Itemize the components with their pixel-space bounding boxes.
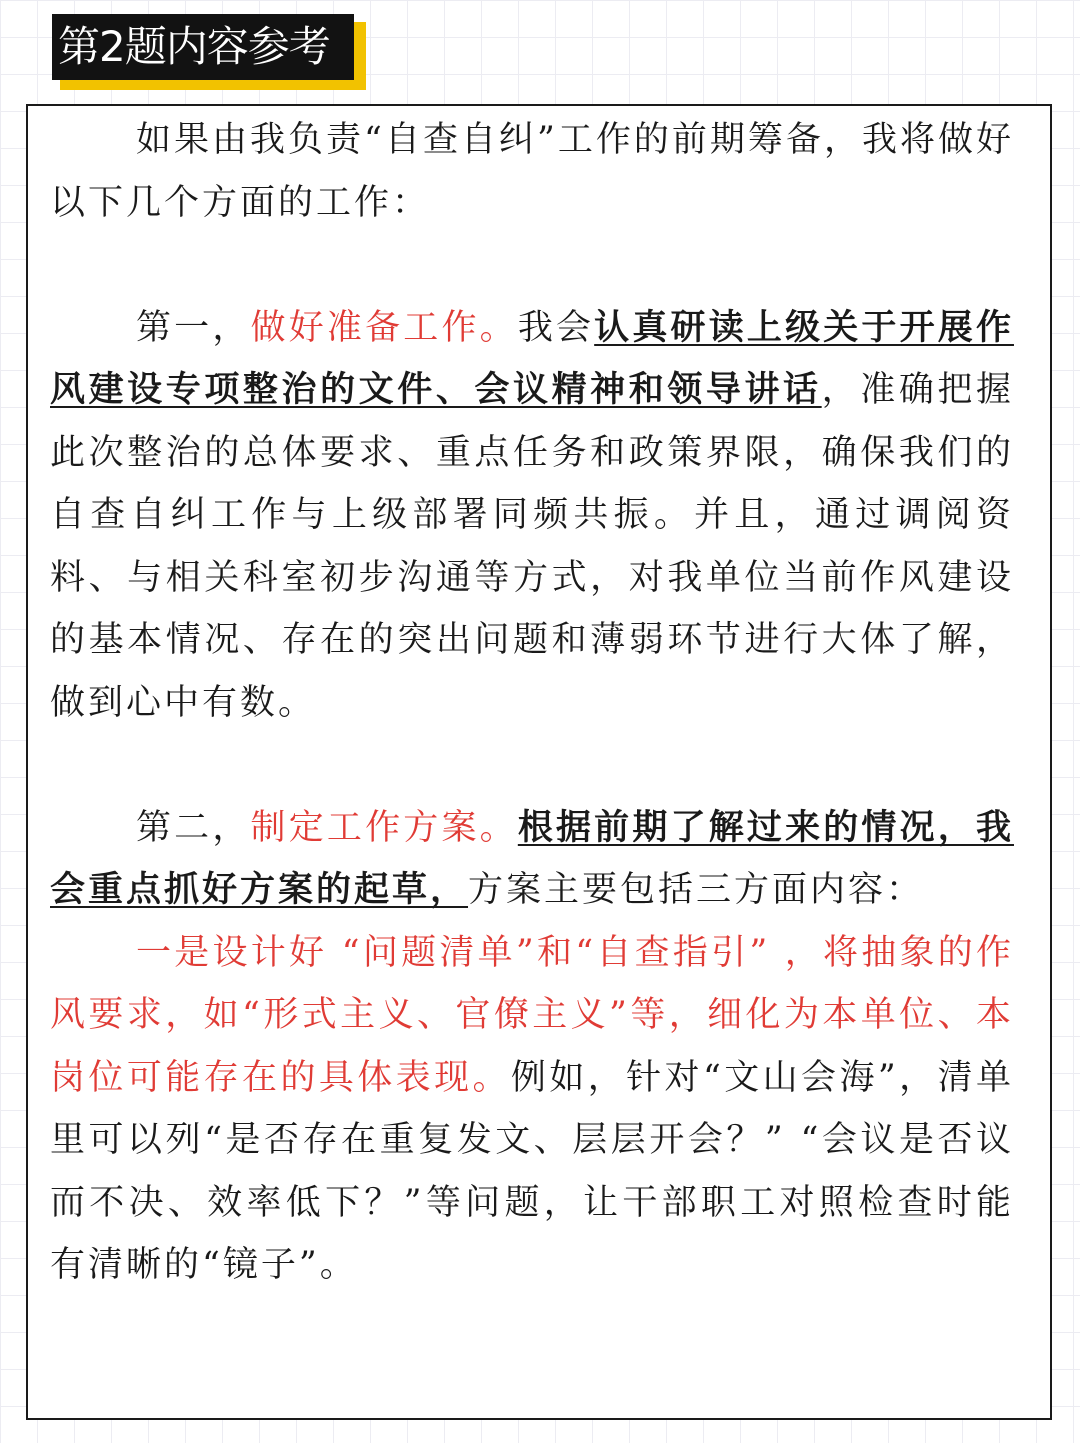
item-one-rest: 例如，针对“文山会海”，清单里可以列“是否存在重复发文、层层开会？” “会议是否议而不决、效率低下？”等问题，让干部职工对照检查时能有清晰的“镜子”。 <box>50 1057 1014 1285</box>
paragraph-gap <box>50 234 1014 297</box>
point-two-heading: 制定工作方案。 <box>250 807 518 848</box>
intro-paragraph: 如果由我负责“自查自纠”工作的前期筹备，我将做好以下几个方面的工作： <box>50 120 1014 223</box>
point-two-lead: 第二， <box>136 807 251 848</box>
section-title: 第2题内容参考 <box>52 14 354 80</box>
point-two-paragraph <box>50 797 1014 922</box>
point-one-heading: 做好准备工作。 <box>250 307 518 348</box>
point-one-underlined: 认真研读上级关于开展作风建设专项整治的文件、会议精神和领导讲话 <box>50 306 1014 410</box>
point-two-rest: 方案主要包括三方面内容： <box>468 870 925 910</box>
item-one-paragraph <box>50 922 1014 1297</box>
point-one-pre: 我会 <box>517 307 595 348</box>
point-two-underlined: 根据前期了解过来的情况，我会重点抓好方案的起草， <box>50 806 1014 910</box>
document-body <box>50 109 1014 1297</box>
point-one-rest: ，准确把握此次整治的总体要求、重点任务和政策界限，确保我们的自查自纠工作与上级部署同频共振。并且，通过调阅资料、与相关科室初步沟通等方式，对我单位当前作风建设的基本情况、存在的突出问题和薄弱环节进行大体了解，做到心中有数。 <box>50 370 1014 723</box>
point-one-paragraph <box>50 297 1014 735</box>
paragraph-gap <box>50 734 1014 797</box>
point-one-lead: 第一， <box>136 307 251 348</box>
item-one-red: 一是设计好 “问题清单”和“自查指引” ，将抽象的作风要求，如“形式主义、官僚主义”等，细化为本单位、本岗位可能存在的具体表现。 <box>50 932 1014 1098</box>
